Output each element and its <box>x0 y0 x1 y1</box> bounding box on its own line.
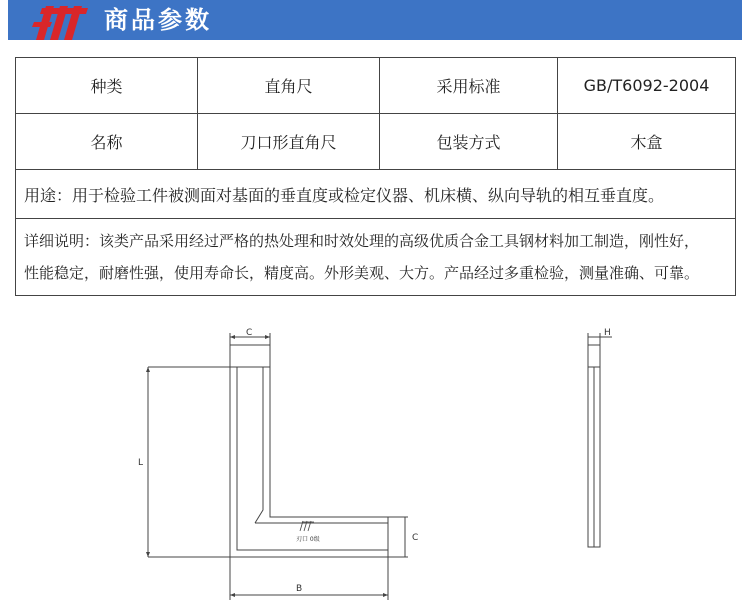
dim-l-label: L <box>138 458 144 468</box>
detail-cell <box>16 219 736 296</box>
blade-inner-line <box>255 367 263 523</box>
detail-line: 详细说明：该类产品采用经过严格的热处理和时效处理的高级优质合金工具钢材料加工制造，刚性好， <box>24 232 700 250</box>
param-value-packaging: 木盒 <box>558 114 736 170</box>
param-value-standard: GB/T6092-2004 <box>558 58 736 114</box>
parameters-table <box>15 57 736 296</box>
table-row <box>16 58 736 114</box>
usage-text: 用途：用于检验工件被测面对基面的垂直度或检定仪器、机床横、纵向导轨的相互垂直度。 <box>16 170 736 219</box>
brand-logo-icon <box>30 0 94 40</box>
section-title: 商品参数 <box>104 6 212 34</box>
param-value-name: 刀口形直角尺 <box>198 114 380 170</box>
param-label-type: 种类 <box>16 58 198 114</box>
detail-line: 性能稳定，耐磨性强，使用寿命长，精度高。外形美观、大方。产品经过多重检验，测量准确、可靠。 <box>24 264 700 282</box>
square-body-outline <box>230 345 388 557</box>
dim-h-label: H <box>604 328 611 338</box>
param-label-name: 名称 <box>16 114 198 170</box>
table-row <box>16 219 736 296</box>
stamp-text: 刃口 0级 <box>296 536 320 543</box>
section-header <box>8 0 742 40</box>
param-label-standard: 采用标准 <box>380 58 558 114</box>
param-label-packaging: 包装方式 <box>380 114 558 170</box>
dim-c-right-label: C <box>412 533 419 543</box>
square-technical-drawing <box>0 325 750 602</box>
table-row <box>16 170 736 219</box>
dim-c-top-label: C <box>246 328 253 338</box>
dim-b-label: B <box>296 584 303 594</box>
param-value-type: 直角尺 <box>198 58 380 114</box>
table-row <box>16 114 736 170</box>
